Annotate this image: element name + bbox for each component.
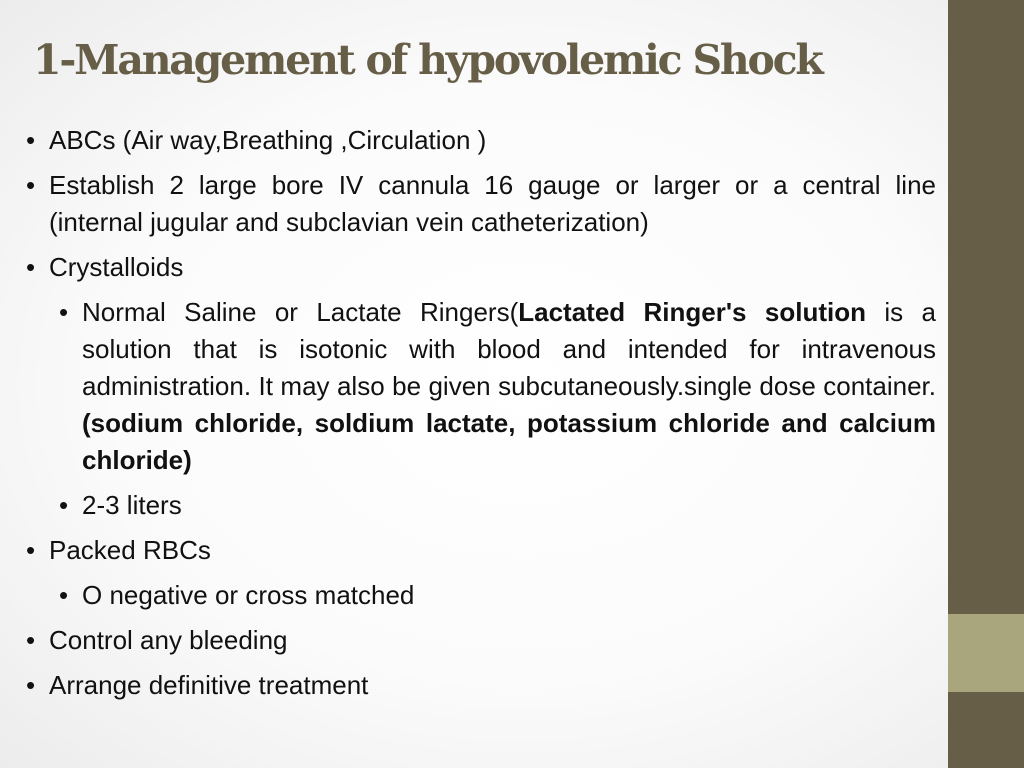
bullet-text: ABCs (Air way,Breathing ,Circulation ): [49, 125, 487, 155]
bullet-text: Packed RBCs: [49, 535, 211, 565]
bullet-text: 2-3 liters: [82, 490, 182, 520]
bullet-list: [24, 122, 936, 712]
bullet-dot: •: [26, 670, 36, 700]
bullet-text: Arrange definitive treatment: [49, 670, 369, 700]
bullet-iv-access: [24, 167, 936, 241]
bullet-abcs: [24, 122, 936, 159]
decorative-side-accent: [948, 614, 1024, 692]
bullet-dot: •: [26, 125, 36, 155]
sub-bullet-liters: [24, 487, 936, 524]
bullet-text: Establish 2 large bore IV cannula 16 gauge or larger or a central line (internal jugular and subclavian vein catheterization): [49, 170, 936, 237]
bullet-crystalloids: [24, 249, 936, 286]
sub-bullet-saline-ringers: [24, 294, 936, 479]
bullet-packed-rbcs: [24, 532, 936, 569]
bullet-dot: •: [26, 170, 36, 200]
bullet-text-bold: Lactated Ringer's solution: [518, 297, 866, 327]
bullet-text-part: is a solution that is isotonic with blood and intended for intravenous administration. It may also be given subcutaneously.single dose container.: [82, 297, 936, 401]
bullet-text: Crystalloids: [49, 252, 184, 282]
bullet-dot: •: [59, 297, 69, 327]
bullet-dot: •: [26, 252, 36, 282]
bullet-text: Control any bleeding: [49, 625, 288, 655]
bullet-text: O negative or cross matched: [82, 580, 415, 610]
bullet-definitive-treatment: [24, 667, 936, 704]
bullet-dot: •: [59, 490, 69, 520]
slide-title: 1-Management of hypovolemic Shock: [33, 36, 822, 84]
sub-bullet-o-negative: [24, 577, 936, 614]
bullet-text-part: Normal Saline or Lactate Ringers(: [82, 297, 519, 327]
bullet-text-bold: (sodium chloride, soldium lactate, potassium chloride and calcium chloride): [82, 408, 936, 475]
bullet-control-bleeding: [24, 622, 936, 659]
bullet-dot: •: [26, 535, 36, 565]
bullet-dot: •: [59, 580, 69, 610]
bullet-dot: •: [26, 625, 36, 655]
